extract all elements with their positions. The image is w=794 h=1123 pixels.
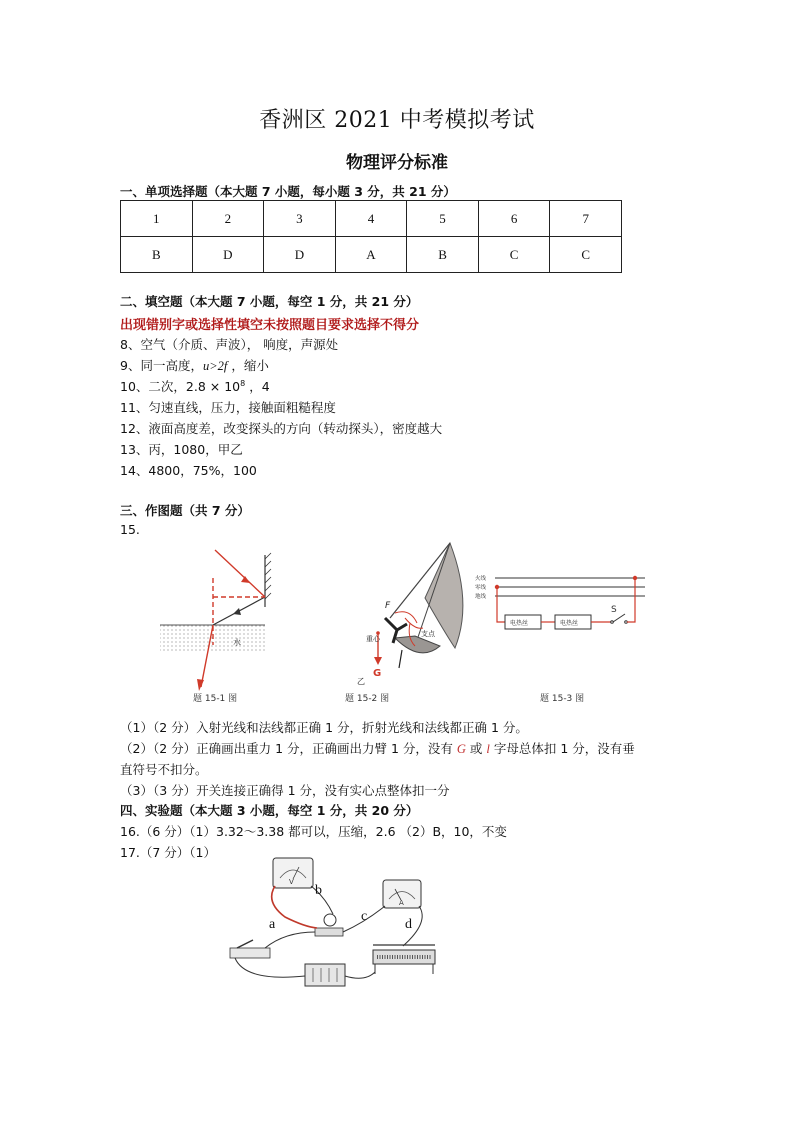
label-yi: 乙 — [357, 677, 365, 686]
section2-note: 出现错别字或选择性填空未按照题目要求选择不得分 — [120, 318, 420, 333]
grading-note-1: （1）（2 分）入射光线和法线都正确 1 分，折射光线和法线都正确 1 分。 — [120, 720, 528, 735]
figure-15-1 — [155, 545, 275, 695]
symbol-l: l — [486, 742, 490, 756]
grading-note-2-c: 字母总体扣 1 分，没有垂 — [489, 741, 635, 756]
section4-heading: 四、实验题（本大题 3 小题，每空 1 分，共 20 分） — [120, 803, 419, 818]
heater-1-label: 电热丝 — [510, 620, 529, 627]
answer-q13: 13、丙，1080，甲乙 — [120, 442, 243, 457]
table-cell: C — [550, 237, 622, 273]
table-cell: A — [335, 237, 407, 273]
answer-q11: 11、匀速直线，压力，接触面粗糙程度 — [120, 400, 336, 415]
figure-15-2 — [355, 538, 470, 688]
circuit-diagram — [225, 852, 440, 992]
answer-q8: 8、空气（介质、声波）， 响度，声源处 — [120, 337, 339, 352]
voltmeter-label: V — [289, 878, 294, 886]
switch-label: S — [611, 605, 617, 615]
label-d: d — [405, 917, 412, 932]
answer-q14: 14、4800，75%，100 — [120, 463, 257, 478]
grading-note-2-cont: 直符号不扣分。 — [120, 762, 208, 777]
switch-lever — [237, 940, 253, 948]
red-wire — [272, 886, 317, 928]
figure-caption: 题 15-1 图 — [193, 694, 238, 704]
table-cell: 5 — [407, 201, 479, 237]
label-g: G — [373, 668, 382, 679]
page-title: 香洲区 2021 中考模拟考试 — [259, 108, 535, 133]
grading-note-2-b: 或 — [465, 741, 487, 756]
table-cell: D — [264, 237, 336, 273]
switch-lever — [613, 614, 625, 622]
label-b: b — [315, 883, 322, 898]
formula-u-gt-2f: u>2f — [202, 359, 228, 373]
table-row-numbers — [121, 201, 622, 237]
switch-contact — [625, 621, 628, 624]
table-cell: 1 — [121, 201, 193, 237]
answer-q9-suffix: ，缩小 — [227, 358, 269, 373]
answer-table — [120, 200, 622, 273]
answer-q9-prefix: 9、同一高度， — [120, 358, 203, 373]
mirror-hatch-icon — [265, 553, 271, 599]
label-a: a — [269, 917, 276, 932]
wire — [235, 958, 305, 977]
live-label: 火线 — [475, 576, 487, 582]
arrow-icon — [374, 657, 382, 665]
table-cell: 6 — [478, 201, 550, 237]
grading-note-3: （3）（3 分）开关连接正确得 1 分，没有实心点整体扣一分 — [120, 783, 450, 798]
water-label: 水 — [233, 638, 241, 647]
battery — [305, 964, 345, 986]
switch-contact — [611, 621, 614, 624]
arrow-icon — [233, 608, 241, 615]
ground-label: 地线 — [475, 594, 487, 600]
ammeter-label: A — [399, 899, 404, 907]
table-cell: B — [407, 237, 479, 273]
table-row-answers — [121, 237, 622, 273]
section3-heading: 三、作图题（共 7 分） — [120, 503, 250, 518]
answer-q16: 16.（6 分）（1）3.32～3.38 都可以，压缩，2.6 （2）B，10，不变 — [120, 824, 507, 839]
table-cell: 7 — [550, 201, 622, 237]
section1-heading: 一、单项选择题（本大题 7 小题，每小题 3 分，共 21 分） — [120, 184, 456, 199]
answer-q10-prefix: 10、二次，2.8 × 10 — [120, 379, 241, 394]
circuit-wire — [497, 587, 505, 622]
table-cell: 3 — [264, 201, 336, 237]
incident-ray — [215, 550, 265, 597]
table-cell: 4 — [335, 201, 407, 237]
circuit-wire — [627, 578, 635, 622]
figure-15-3 — [475, 565, 650, 645]
bulb-base — [315, 928, 343, 936]
table-cell: C — [478, 237, 550, 273]
fin — [399, 650, 402, 668]
table-cell: B — [121, 237, 193, 273]
figure-caption: 题 15-3 图 — [540, 694, 585, 704]
switch — [230, 948, 270, 958]
answer-q9 — [120, 356, 269, 374]
grading-note-2 — [120, 739, 635, 757]
exponent: 8 — [240, 378, 246, 388]
arrow-icon — [197, 679, 204, 691]
label-f: F — [385, 601, 391, 611]
table-cell: 2 — [192, 201, 264, 237]
arrow-icon — [241, 576, 250, 583]
label-center: 重心 — [366, 635, 380, 643]
heater-2-label: 电热丝 — [560, 620, 579, 627]
answer-q17: 17.（7 分）（1） — [120, 845, 217, 860]
label-pivot: 支点 — [421, 630, 435, 638]
page-subtitle: 物理评分标准 — [346, 153, 448, 173]
section2-heading: 二、填空题（本大题 7 小题，每空 1 分，共 21 分） — [120, 294, 419, 309]
bulb-icon — [324, 914, 336, 926]
wire — [345, 972, 375, 978]
answer-q10-suffix: ，4 — [245, 379, 270, 394]
grading-note-2-a: （2）（2 分）正确画出重力 1 分，正确画出力臂 1 分，没有 — [120, 741, 457, 756]
figure-caption: 题 15-2 图 — [345, 694, 390, 704]
symbol-g: G — [456, 742, 466, 756]
table-cell: D — [192, 237, 264, 273]
q15-label: 15. — [120, 522, 140, 537]
label-c: c — [361, 909, 368, 924]
answer-q10 — [120, 377, 270, 395]
neutral-label: 零线 — [475, 585, 487, 591]
answer-q12: 12、液面高度差，改变探头的方向（转动探头），密度越大 — [120, 421, 443, 436]
wire-a — [265, 932, 315, 948]
